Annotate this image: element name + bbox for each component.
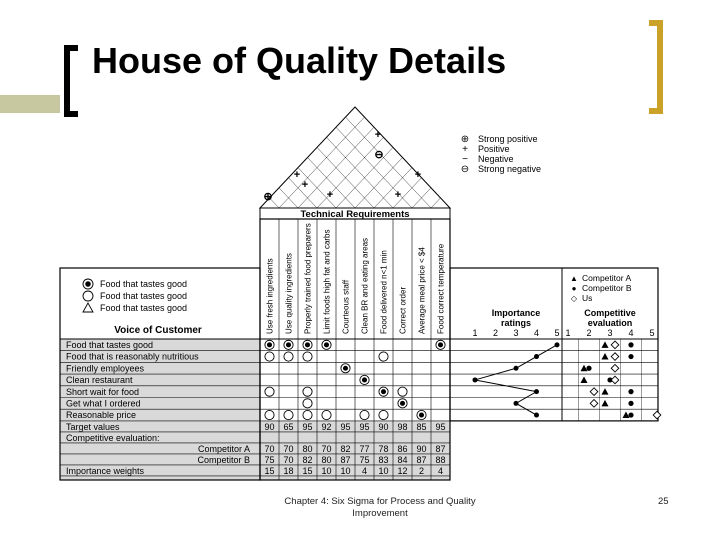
bottom-cell-value: 87 <box>340 454 351 465</box>
competitive-scale-label: 4 <box>628 328 634 338</box>
legend-symbol: + <box>462 144 468 155</box>
customer-requirement: Clean restaurant <box>66 375 133 386</box>
target-values-label: Target values <box>66 421 120 432</box>
bottom-cell-value: 90 <box>416 443 427 454</box>
importance-point <box>555 342 560 347</box>
bottom-cell-value: 84 <box>397 454 408 465</box>
bottom-cell-value: 92 <box>321 421 332 432</box>
relationship-symbol-dot <box>305 342 310 347</box>
importance-point <box>473 377 478 382</box>
roof-mark: + <box>414 169 422 181</box>
legend-symbol: ⊖ <box>460 164 470 175</box>
importance-header: Importance <box>491 308 541 318</box>
bottom-cell-value: 65 <box>283 421 294 432</box>
competitor-b-marker <box>628 354 633 359</box>
legend-symbol: ⊕ <box>460 134 470 145</box>
relationship-symbol-dot <box>419 413 424 418</box>
legend-label: Negative <box>478 154 514 164</box>
bottom-cell-value: 87 <box>435 443 446 454</box>
relationship-symbol <box>303 387 312 396</box>
competitive-legend-label: Competitor B <box>582 283 632 293</box>
bottom-cell-value: 80 <box>321 454 332 465</box>
bottom-cell-value: 85 <box>416 421 427 432</box>
legend-label: Positive <box>478 144 510 154</box>
competitive-scale-label: 5 <box>649 328 655 338</box>
relationship-symbol <box>398 387 407 396</box>
legend-left-symbol-dot <box>85 281 91 287</box>
competitor-a-marker <box>602 400 609 407</box>
competitive-scale-label: 2 <box>586 328 592 338</box>
importance-point <box>534 389 539 394</box>
competitor-b-marker <box>628 412 633 417</box>
importance-scale-label: 4 <box>533 328 540 338</box>
bottom-cell-value: 70 <box>283 454 294 465</box>
legend-left-label: Food that tastes good <box>100 303 188 313</box>
bottom-cell-value: 10 <box>340 465 351 476</box>
page-number: 25 <box>658 496 669 507</box>
competitor-a-marker <box>581 376 588 383</box>
relationship-symbol <box>303 399 312 408</box>
bottom-cell-value: 86 <box>397 443 408 454</box>
competitor-label: Competitor B <box>197 454 250 465</box>
bottom-cell-value: 15 <box>264 465 275 476</box>
us-marker <box>611 364 619 372</box>
bottom-cell-value: 15 <box>302 465 313 476</box>
competitor-a-marker <box>602 341 609 348</box>
competitor-label: Competitor A <box>197 443 250 454</box>
bottom-cell-value: 70 <box>283 443 294 454</box>
tech-req-label: Properly trained food preparers <box>303 223 313 334</box>
relationship-symbol-dot <box>381 389 386 394</box>
importance-point <box>534 354 539 359</box>
bottom-cell-value: 87 <box>416 454 427 465</box>
tech-req-label: Clean BR and eating areas <box>360 237 370 334</box>
bottom-cell-value: 10 <box>378 465 389 476</box>
bottom-cell-value: 75 <box>359 454 370 465</box>
relationship-symbol-dot <box>362 377 367 382</box>
bottom-cell-value: 90 <box>264 421 275 432</box>
bottom-cell-value: 10 <box>321 465 332 476</box>
customer-requirement: Food that tastes good <box>66 340 154 350</box>
tech-req-label: Food correct temperature <box>436 243 446 334</box>
us-marker <box>590 388 598 396</box>
competitor-b-marker <box>628 401 633 406</box>
tech-req-label: Food delivered n<1 min <box>379 250 389 334</box>
roof-mark: + <box>293 169 301 181</box>
competitive-scale-label: 3 <box>607 328 613 338</box>
bottom-cell-value: 95 <box>435 421 446 432</box>
competitive-legend-label: Competitor A <box>582 273 632 283</box>
bottom-cell-value: 80 <box>302 443 313 454</box>
relationship-symbol <box>265 387 274 396</box>
bottom-cell-value: 90 <box>378 421 389 432</box>
legend-label: Strong positive <box>478 134 538 144</box>
tech-req-label: Courteous staff <box>341 279 351 334</box>
bottom-cell-value: 75 <box>264 454 275 465</box>
bottom-cell-value: 95 <box>359 421 370 432</box>
importance-point <box>534 413 539 418</box>
relationship-symbol <box>303 352 312 361</box>
relationship-symbol-dot <box>286 342 291 347</box>
bottom-cell-value: 83 <box>378 454 389 465</box>
tech-req-label: Correct order <box>398 286 408 334</box>
importance-point <box>514 401 519 406</box>
bottom-cell-value: 18 <box>283 465 294 476</box>
bottom-cell-value: 70 <box>264 443 275 454</box>
bottom-cell-value: 82 <box>302 454 313 465</box>
bottom-cell-value: 4 <box>361 465 368 476</box>
legend-symbol: − <box>462 154 468 165</box>
competitive-scale-label: 1 <box>565 328 571 338</box>
voc-header: Voice of Customer <box>114 325 202 336</box>
customer-requirement: Food that is reasonably nutritious <box>66 351 199 362</box>
relationship-symbol <box>303 410 312 419</box>
bottom-cell-value: 82 <box>340 443 351 454</box>
relationship-symbol-dot <box>267 342 272 347</box>
tech-req-label: Limit foods high fat and carbs <box>322 229 332 334</box>
roof-mark: + <box>394 189 402 201</box>
roof-mark: + <box>301 179 309 191</box>
relationship-symbol <box>379 352 388 361</box>
relationship-symbol <box>265 410 274 419</box>
relationship-symbol-dot <box>438 342 443 347</box>
competitive-legend-label: Us <box>582 293 593 303</box>
bottom-cell-value: 78 <box>378 443 389 454</box>
us-marker <box>590 400 598 408</box>
bottom-cell-value: 12 <box>397 465 408 476</box>
competitive-eval-label: Competitive evaluation: <box>66 432 160 443</box>
roof-mark: ⊖ <box>374 149 384 161</box>
bottom-cell-value: 95 <box>302 421 313 432</box>
importance-scale-label: 2 <box>492 328 499 338</box>
legend-left-symbol <box>83 303 93 312</box>
bottom-cell-value: 95 <box>340 421 351 432</box>
importance-point <box>514 366 519 371</box>
us-marker <box>611 376 619 384</box>
bottom-cell-value: 2 <box>418 465 425 476</box>
us-marker <box>653 411 661 419</box>
roof-mark: ⊕ <box>263 191 273 203</box>
competitive-header: Competitive <box>584 308 636 318</box>
customer-requirement: Friendly employees <box>66 363 145 374</box>
us-marker <box>611 353 619 361</box>
importance-weights-label: Importance weights <box>66 465 145 476</box>
relationship-symbol-dot <box>343 366 348 371</box>
bottom-cell-value: 77 <box>359 443 370 454</box>
bottom-cell-value: 98 <box>397 421 408 432</box>
legend-left-symbol <box>83 291 93 301</box>
us-marker <box>611 341 619 349</box>
customer-requirement: Short wait for food <box>66 386 140 397</box>
competitor-b-marker <box>586 366 591 371</box>
relationship-symbol-dot <box>324 342 329 347</box>
importance-scale-label: 1 <box>472 328 478 338</box>
competitor-b-marker <box>628 389 633 394</box>
importance-scale-label: 3 <box>513 328 519 338</box>
bottom-cell-value: 70 <box>321 443 332 454</box>
competitive-legend-symbol: ◇ <box>570 294 578 303</box>
tech-req-label: Use quality ingredients <box>284 253 294 334</box>
competitor-b-marker <box>628 342 633 347</box>
legend-left-label: Food that tastes good <box>100 279 188 289</box>
tech-req-label: Average meal price < $4 <box>417 247 427 334</box>
roof-mark: + <box>326 189 334 201</box>
relationship-symbol <box>284 410 293 419</box>
competitor-a-marker <box>602 353 609 360</box>
legend-left-label: Food that tastes good <box>100 291 188 301</box>
customer-requirement: Get what I ordered <box>66 398 141 409</box>
importance-header: ratings <box>500 318 532 328</box>
relationship-symbol <box>265 352 274 361</box>
competitive-legend-symbol: ▲ <box>570 274 578 283</box>
competitor-a-marker <box>602 388 609 395</box>
relationship-symbol <box>360 410 369 419</box>
page-title: House of Quality Details <box>92 40 507 81</box>
roof-outline <box>260 107 450 208</box>
relationship-symbol <box>379 410 388 419</box>
competitive-legend-symbol: ● <box>571 284 577 293</box>
importance-scale-label: 5 <box>554 328 560 338</box>
tech-req-label: Use fresh ingredients <box>265 258 275 334</box>
customer-requirement: Reasonable price <box>66 410 137 421</box>
competitive-header: evaluation <box>587 318 633 328</box>
footer-text: Chapter 4: Six Sigma for Process and Quality Improvement <box>284 496 476 519</box>
relationship-symbol <box>284 352 293 361</box>
relationship-symbol <box>322 410 331 419</box>
relationship-symbol-dot <box>400 401 405 406</box>
legend-label: Strong negative <box>478 164 542 174</box>
roof-mark: + <box>374 129 382 141</box>
bottom-cell-value: 88 <box>435 454 446 465</box>
tech-req-header: Technical Requirements <box>300 209 410 220</box>
bottom-cell-value: 4 <box>437 465 444 476</box>
